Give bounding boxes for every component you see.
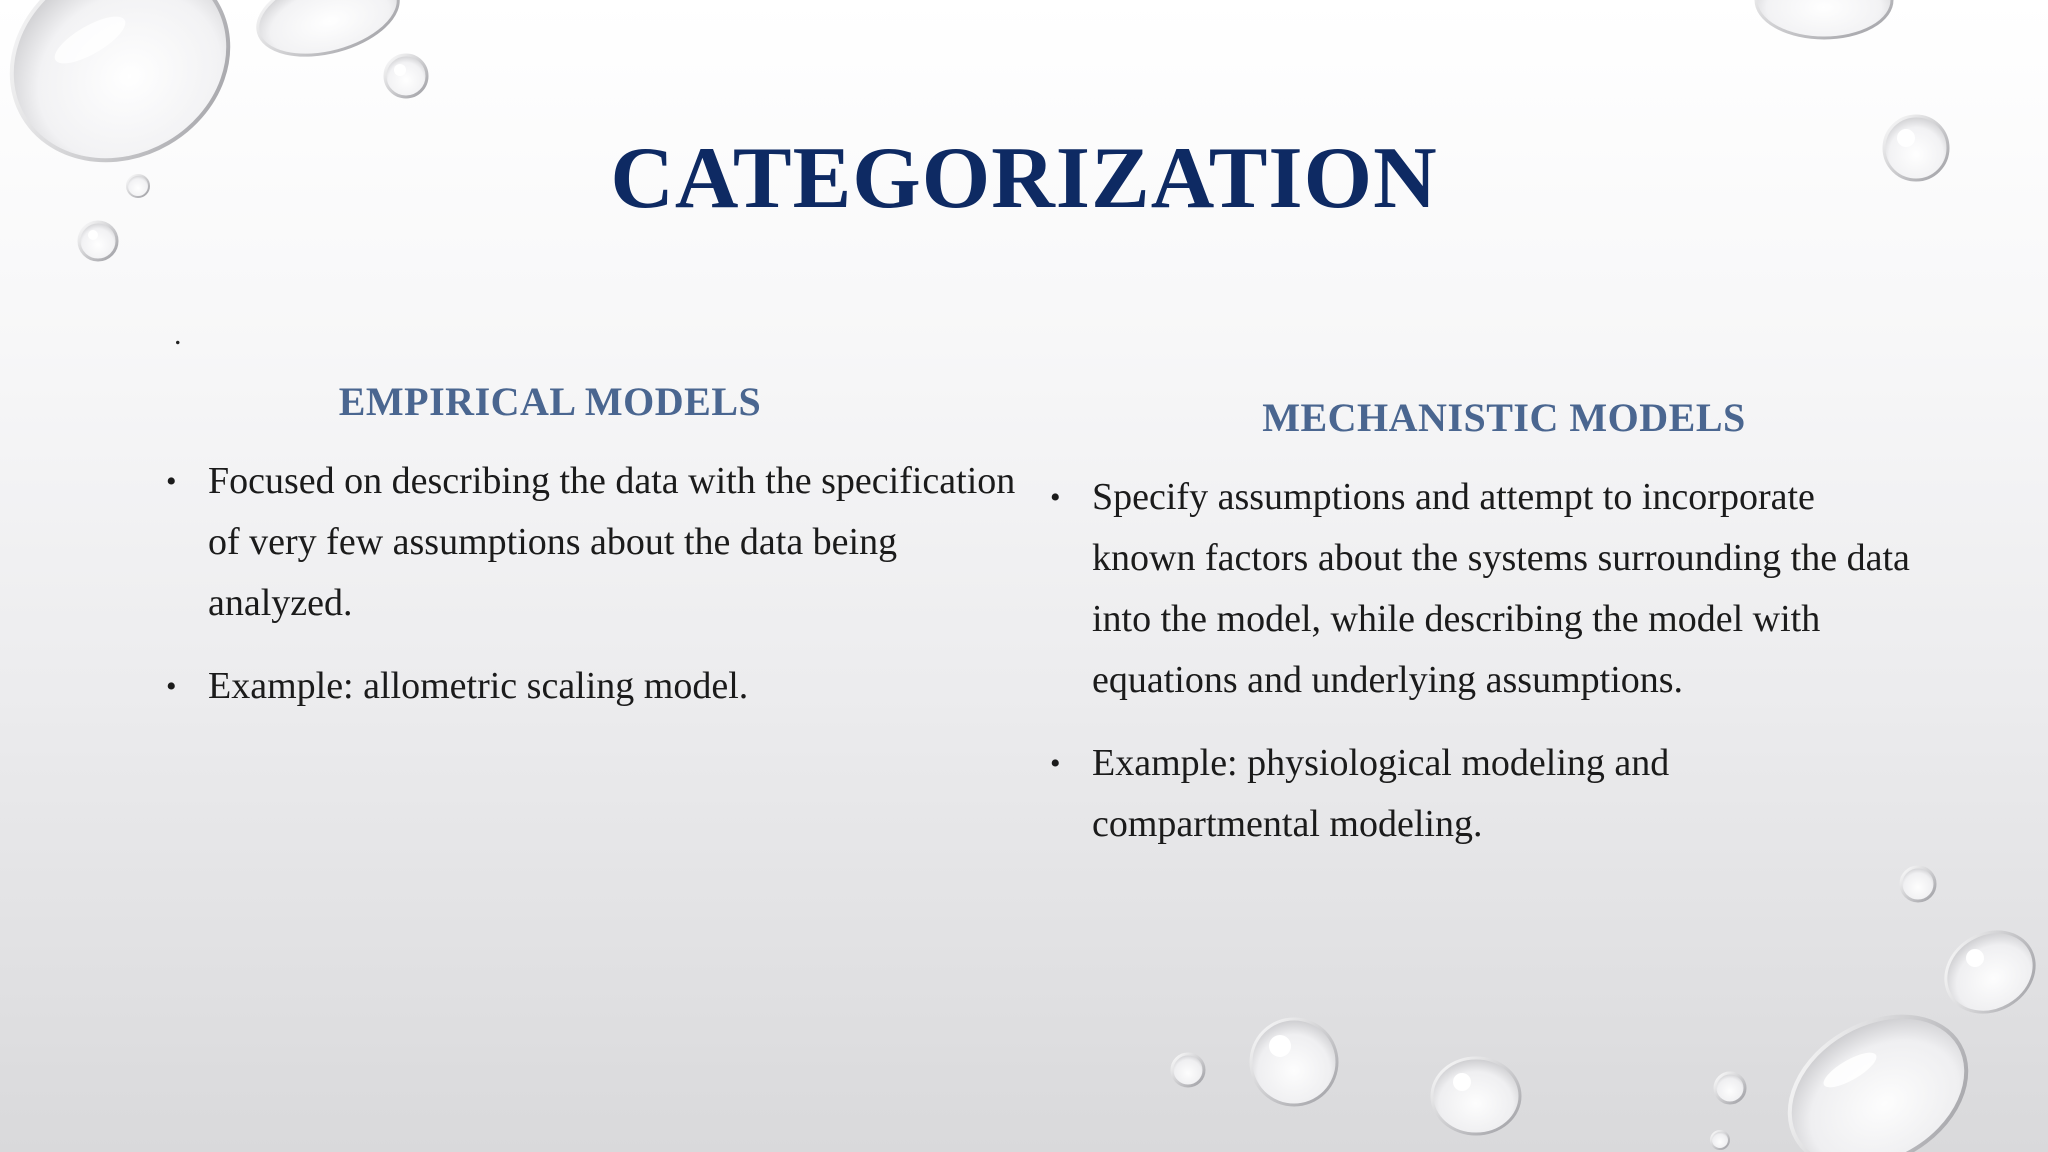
list-item-text: Specify assumptions and attempt to incorporate known factors about the systems surrounding the data into the model, while describing the model with equations and underlying assumptions. — [1092, 476, 1910, 701]
list-item-text: Focused on describing the data with the specification of very few assumptions about the data being analyzed. — [208, 460, 1016, 624]
list-item — [160, 656, 1020, 717]
list-item — [1044, 733, 1722, 855]
slide-title: CATEGORIZATION — [610, 130, 1438, 227]
bullet-icon: • — [1050, 747, 1061, 780]
droplet-bottom-right-small — [1715, 1073, 1745, 1103]
list-item-text: Example: physiological modeling and compartmental modeling. — [1092, 742, 1670, 845]
droplet-bottom-center-left-tiny — [1172, 1054, 1204, 1086]
droplet-bottom-right-tiny — [1711, 1131, 1729, 1149]
bullet-icon: • — [1050, 481, 1061, 514]
bullet-icon: • — [166, 465, 177, 498]
mechanistic-models-column — [1044, 394, 1924, 877]
droplet-bottom-right-large — [1763, 986, 1994, 1152]
droplet-bottom-right-medium — [1931, 916, 2048, 1028]
list-item-text: Example: allometric scaling model. — [208, 665, 749, 707]
empirical-models-heading: EMPIRICAL MODELS — [338, 379, 762, 424]
droplet-bottom-center-medium — [1251, 1019, 1337, 1105]
droplet-top-right — [1756, 0, 1892, 38]
empirical-models-column — [160, 378, 1020, 739]
droplet-bottom-center-right — [1432, 1058, 1520, 1134]
mechanistic-models-heading: MECHANISTIC MODELS — [1262, 395, 1746, 440]
list-item — [160, 451, 1020, 634]
empirical-models-list — [160, 451, 1020, 717]
bullet-icon: • — [166, 670, 177, 703]
droplet-top-left-medium — [249, 0, 408, 69]
mechanistic-models-list — [1044, 467, 1924, 855]
droplet-top-left-small — [385, 55, 427, 97]
list-item — [1044, 467, 1922, 711]
stray-mark: . — [174, 318, 182, 351]
